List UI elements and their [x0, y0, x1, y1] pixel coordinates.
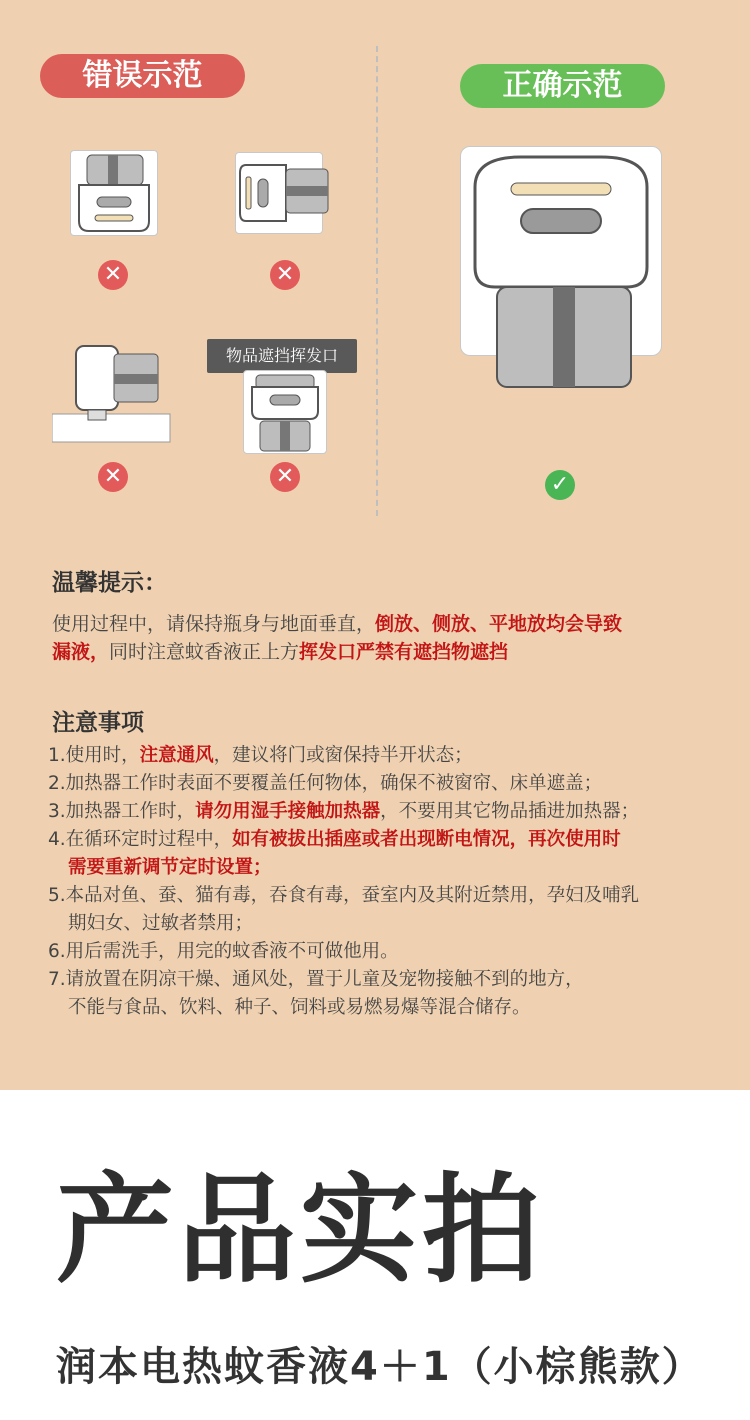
device-illustration [236, 153, 332, 233]
x-icon: ✕ [98, 462, 128, 492]
tips-text [52, 610, 622, 666]
device-illustration [71, 151, 157, 235]
list-item [48, 742, 738, 770]
tips-heading: 温馨提示： [52, 570, 167, 596]
tips-text-normal: 使用过程中，请保持瓶身与地面垂直， [52, 613, 376, 635]
section-title: 产品实拍 [56, 1161, 545, 1299]
list-item-continuation: 需要重新调节定时设置； [68, 857, 272, 878]
notes-list [48, 742, 738, 1022]
x-icon: ✕ [270, 462, 300, 492]
list-item: 5.本品对鱼、蚕、猫有毒，吞食有毒，蚕室内及其附近禁用，孕妇及哺乳 [48, 885, 640, 906]
list-item: 2.加热器工作时表面不要覆盖任何物体，确保不被窗帘、床单遮盖； [48, 773, 603, 794]
tips-text-emphasis: 倒放、侧放、平地放均会导致 [375, 613, 623, 635]
tips-text-emphasis: 挥发口严禁有遮挡物遮挡 [299, 641, 509, 663]
divider [376, 46, 378, 516]
wrong-example-inverted [70, 150, 158, 236]
note-text: 4.在循环定时过程中， [48, 829, 233, 850]
tips-text-emphasis: 漏液， [52, 641, 110, 663]
wrong-example-flat [52, 340, 172, 446]
note-text: ，不要用其它物品插进加热器； [380, 801, 640, 822]
x-icon: ✕ [98, 260, 128, 290]
list-item [48, 798, 738, 826]
list-item-continuation: 不能与食品、饮料、种子、饲料或易燃易爆等混合储存。 [68, 997, 531, 1018]
list-item [48, 826, 738, 854]
wrong-example-label: 错误示范 [40, 54, 245, 98]
correct-example [460, 146, 662, 356]
device-illustration [461, 147, 661, 397]
note-emphasis: 请勿用湿手接触加热器 [195, 801, 381, 822]
list-item: 6.用后需洗手，用完的蚊香液不可做他用。 [48, 941, 399, 962]
note-emphasis: 如有被拔出插座或者出现断电情况，再次使用时 [232, 829, 621, 850]
check-icon: ✓ [545, 470, 575, 500]
note-text: ，建议将门或窗保持半开状态； [213, 745, 473, 766]
list-item: 7.请放置在阴凉干燥、通风处，置于儿童及宠物接触不到的地方， [48, 969, 584, 990]
notes-heading: 注意事项 [52, 710, 144, 736]
note-text: 3.加热器工作时， [48, 801, 196, 822]
correct-example-label: 正确示范 [460, 64, 665, 108]
x-icon: ✕ [270, 260, 300, 290]
tips-text-normal: 同时注意蚊香液正上方 [109, 641, 300, 663]
note-emphasis: 注意通风 [139, 745, 214, 766]
product-name: 润本电热蚊香液4＋1（小棕熊款） [56, 1344, 704, 1390]
note-text: 1.使用时， [48, 745, 140, 766]
wrong-example-blocked [243, 370, 327, 454]
wrong-example-sideways [235, 152, 323, 234]
blocked-vent-tag: 物品遮挡挥发口 [207, 339, 357, 373]
device-illustration [244, 371, 326, 453]
list-item-continuation: 期妇女、过敏者禁用； [68, 913, 254, 934]
